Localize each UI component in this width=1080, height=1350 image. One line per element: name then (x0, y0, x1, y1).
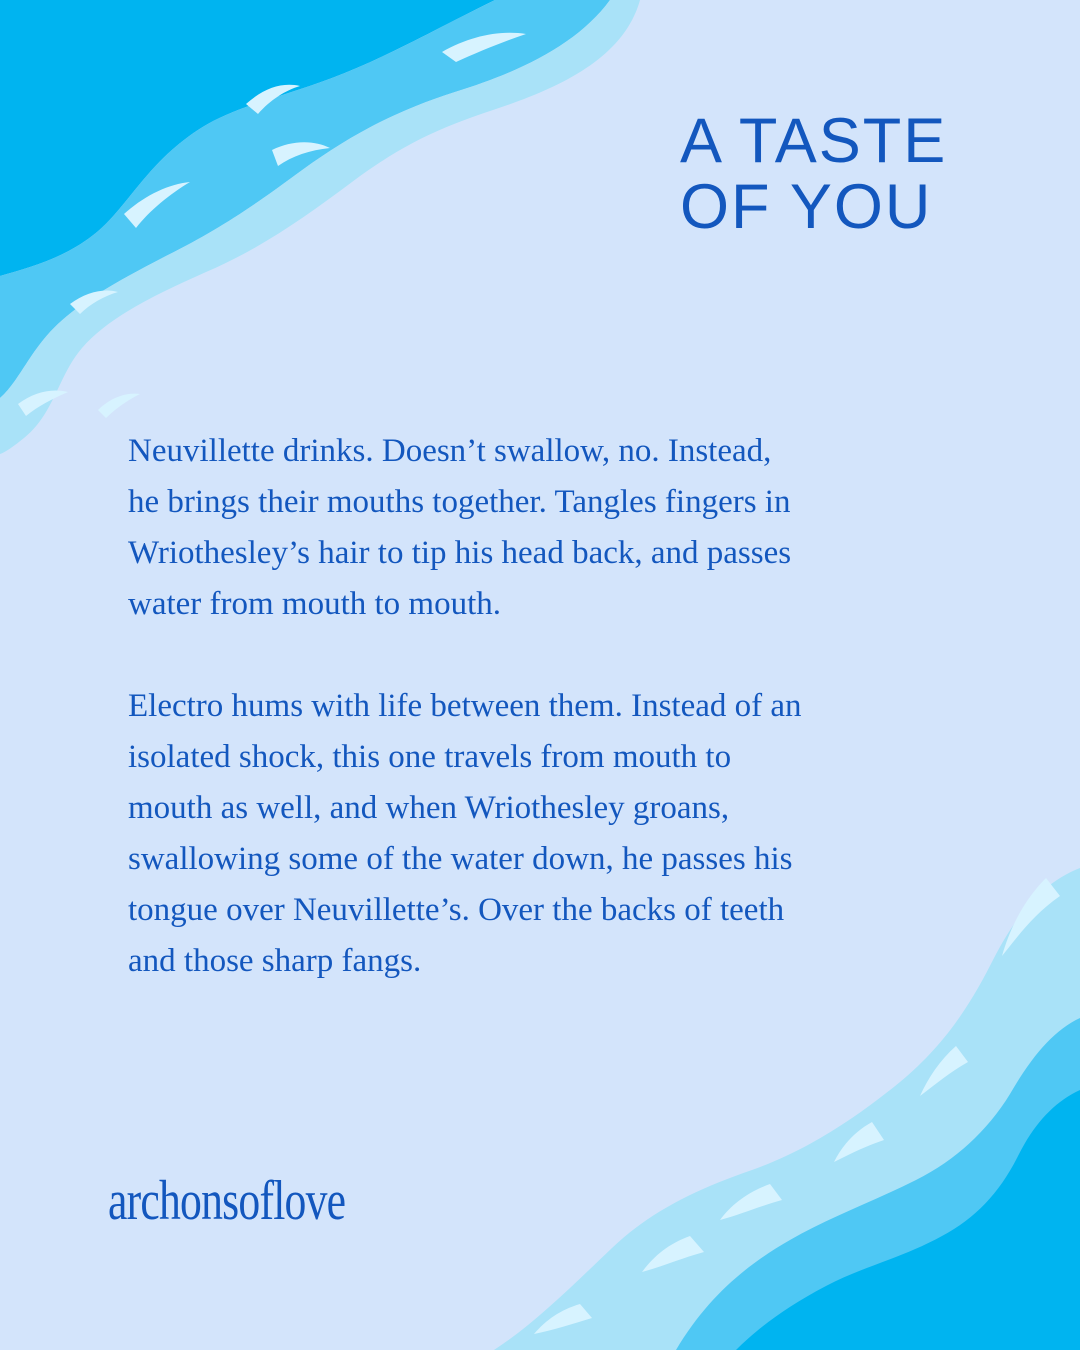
story-line: tongue over Neuvillette’s. Over the backs of teeth (128, 892, 785, 928)
story-line: Neuvillette drinks. Doesn’t swallow, no. Instead, (128, 433, 772, 469)
story-line: swallowing some of the water down, he passes his (128, 841, 793, 877)
story-paragraph-2 (128, 681, 978, 987)
story-title-line-2: OF YOU (680, 172, 933, 242)
story-line: he brings their mouths together. Tangles fingers in (128, 484, 791, 520)
story-line: mouth as well, and when Wriothesley groans, (128, 790, 730, 826)
story-line: Wriothesley’s hair to tip his head back, and passes (128, 535, 792, 571)
story-title (680, 108, 1020, 240)
story-line: Electro hums with life between them. Instead of an (128, 688, 802, 724)
story-line: water from mouth to mouth. (128, 586, 502, 622)
story-line: and those sharp fangs. (128, 943, 422, 979)
story-title-line-1: A TASTE (680, 106, 948, 176)
story-line: isolated shock, this one travels from mouth to (128, 739, 732, 775)
story-paragraph-1 (128, 426, 978, 630)
story-text (128, 426, 978, 1038)
author-handle: archonsoflove (108, 1170, 346, 1232)
